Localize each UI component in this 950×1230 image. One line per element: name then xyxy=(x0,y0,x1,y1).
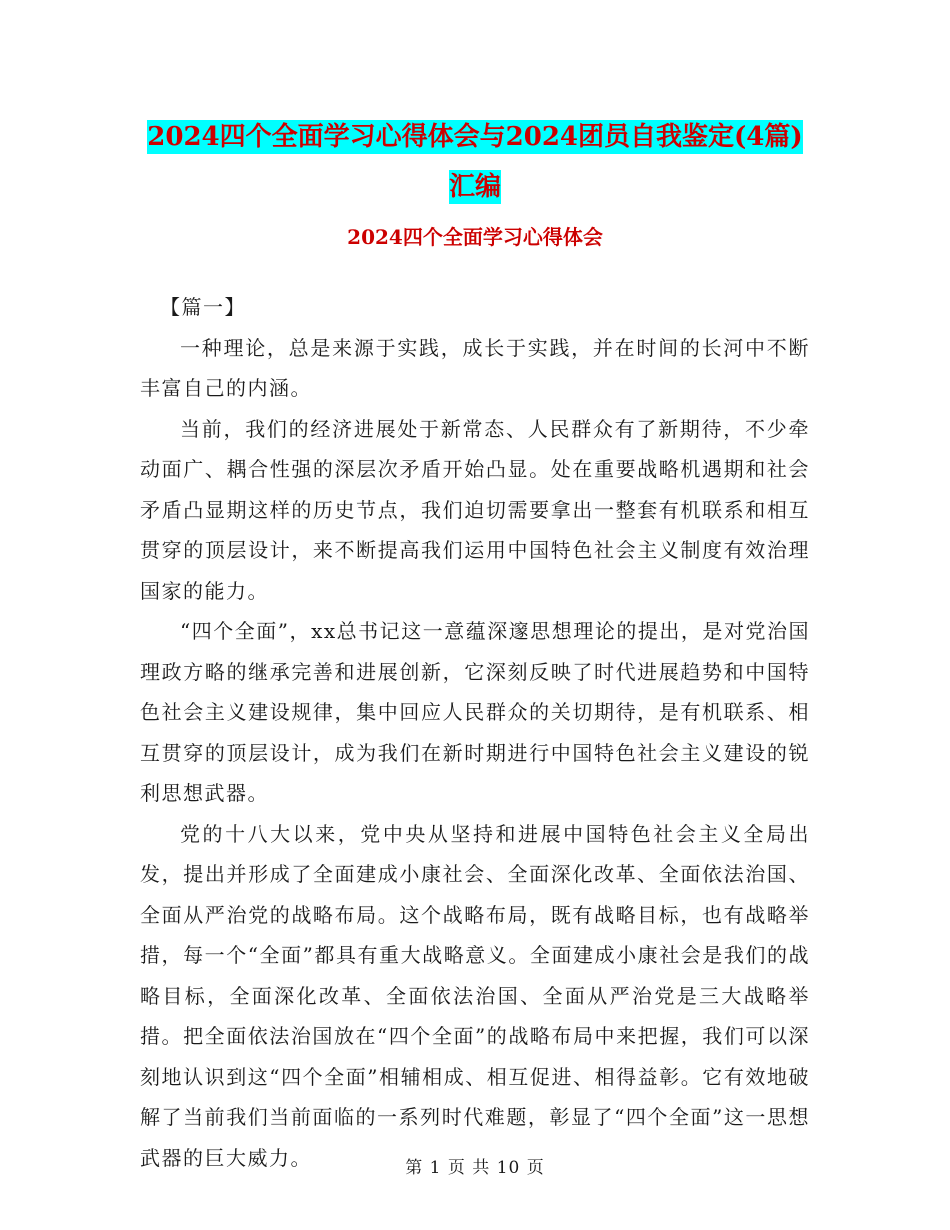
paragraph-1: 一种理论，总是来源于实践，成长于实践，并在时间的长河中不断丰富自己的内涵。 xyxy=(140,335,810,400)
paragraph-4: 党的十八大以来，党中央从坚持和进展中国特色社会主义全局出发，提出并形成了全面建成小康社会、全面深化改革、全面依法治国、全面从严治党的战略布局。这个战略布局，既有战略目标，也有战略举措，每一个“全面”都具有重大战略意义。全面建成小康社会是我们的战略目标，全面深化改革、全面依法治国、全面从严治党是三大战略举措。把全面依法治国放在“四个全面”的战略布局中来把握，我们可以深刻地认识到这“四个全面”相辅相成、相互促进、相得益彰。它有效地破解了当前我们当前面临的一系列时代难题，彰显了“四个全面”这一思想武器的巨大威力。 xyxy=(140,821,810,1170)
document-title-text: 2024四个全面学习心得体会与2024团员自我鉴定(4篇)汇编 xyxy=(147,122,803,202)
paragraph-2: 当前，我们的经济进展处于新常态、人民群众有了新期待，不少牵动面广、耦合性强的深层次矛盾开始凸显。处在重要战略机遇期和社会矛盾凸显期这样的历史节点，我们迫切需要拿出一整套有机联系和相互贯穿的顶层设计，来不断提高我们运用中国特色社会主义制度有效治理国家的能力。 xyxy=(140,416,810,603)
paragraph-3: “四个全面”，xx总书记这一意蕴深邃思想理论的提出，是对党治国理政方略的继承完善和进展创新，它深刻反映了时代进展趋势和中国特色社会主义建设规律，集中回应人民群众的关切期待，是有机联系、相互贯穿的顶层设计，成为我们在新时期进行中国特色社会主义建设的锐利思想武器。 xyxy=(140,619,810,805)
document-title xyxy=(140,112,810,212)
section-title: 2024四个全面学习心得体会 xyxy=(347,225,603,249)
document-body xyxy=(140,287,810,1178)
part-label: 【篇一】 xyxy=(160,295,246,319)
page-footer: 第 1 页 共 10 页 xyxy=(405,1158,545,1178)
